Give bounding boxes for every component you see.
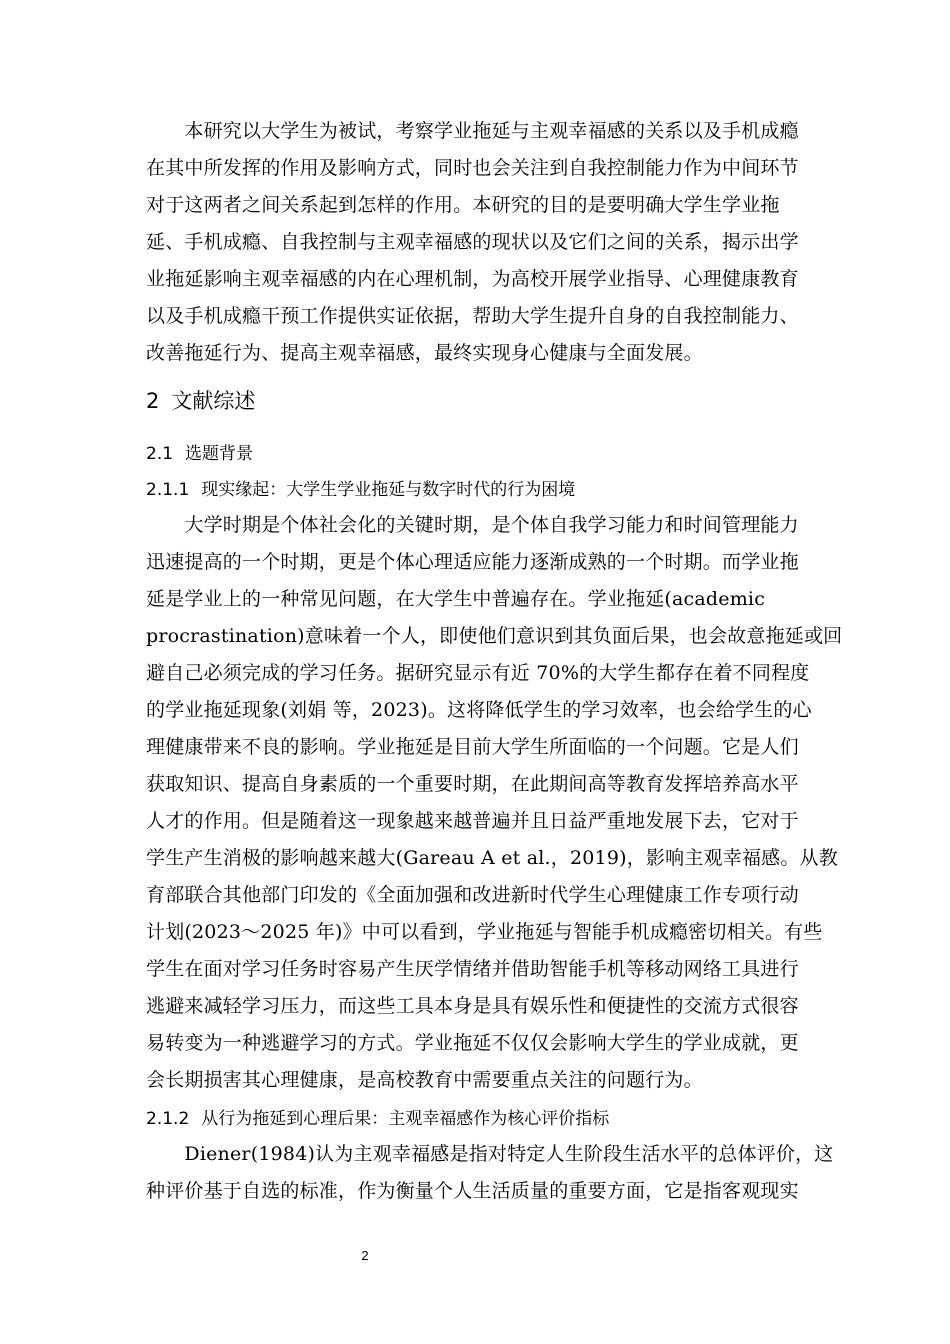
text-line: Diener(1984)认为主观幸福感是指对特定人生阶段生活水平的总体评价，这 (146, 1143, 834, 1165)
text-line: 学生在面对学习任务时容易产生厌学情绪并借助智能手机等移动网络工具进行 (146, 958, 799, 980)
intro-paragraph (146, 113, 806, 372)
paragraph-2-1-1 (146, 507, 843, 1099)
section-title: 文献综述 (171, 389, 256, 413)
text-line: procrastination)意味着一个人，即使他们意识到其负面后果，也会故意拖延或回 (146, 625, 843, 647)
section-number: 2 (146, 389, 160, 413)
text-line: 在其中所发挥的作用及影响方式，同时也会关注到自我控制能力作为中间环节 (146, 157, 799, 179)
section-title: 现实缘起：大学生学业拖延与数字时代的行为困境 (201, 480, 576, 500)
text-line: 理健康带来不良的影响。学业拖延是目前大学生所面临的一个问题。它是人们 (146, 736, 799, 758)
section-number: 2.1.2 (146, 1109, 190, 1129)
text-line: 易转变为一种逃避学习的方式。学业拖延不仅仅会影响大学生的学业成就，更 (146, 1032, 799, 1054)
text-line: 延、手机成瘾、自我控制与主观幸福感的现状以及它们之间的关系，揭示出学 (146, 231, 799, 253)
text-line: 获取知识、提高自身素质的一个重要时期，在此期间高等教育发挥培养高水平 (146, 773, 799, 795)
text-line: 大学时期是个体社会化的关键时期，是个体自我学习能力和时间管理能力 (146, 514, 799, 536)
text-line: 会长期损害其心理健康，是高校教育中需要重点关注的问题行为。 (146, 1069, 703, 1091)
text-line: 以及手机成瘾干预工作提供实证依据，帮助大学生提升自身的自我控制能力、 (146, 305, 799, 327)
text-line: 计划(2023～2025 年)》中可以看到，学业拖延与智能手机成瘾密切相关。有些 (146, 921, 823, 943)
section-title: 选题背景 (185, 444, 254, 464)
section-heading-2-1-1 (146, 477, 575, 503)
text-line: 迅速提高的一个时期，更是个体心理适应能力逐渐成熟的一个时期。而学业拖 (146, 551, 799, 573)
section-number: 2.1 (146, 444, 174, 464)
text-line: 逃避来减轻学习压力，而这些工具本身是具有娱乐性和便捷性的交流方式很容 (146, 995, 799, 1017)
text-line: 种评价基于自选的标准，作为衡量个人生活质量的重要方面，它是指客观现实 (146, 1180, 799, 1202)
section-heading-2 (146, 386, 255, 416)
text-line: 业拖延影响主观幸福感的内在心理机制，为高校开展学业指导、心理健康教育 (146, 268, 799, 290)
text-line: 延是学业上的一种常见问题，在大学生中普遍存在。学业拖延(academic (146, 588, 766, 610)
text-line: 人才的作用。但是随着这一现象越来越普遍并且日益严重地发展下去，它对于 (146, 810, 799, 832)
text-line: 育部联合其他部门印发的《全面加强和改进新时代学生心理健康工作专项行动 (146, 884, 799, 906)
text-line: 对于这两者之间关系起到怎样的作用。本研究的目的是要明确大学生学业拖 (146, 194, 780, 216)
text-line: 改善拖延行为、提高主观幸福感，最终实现身心健康与全面发展。 (146, 342, 703, 364)
text-line: 学生产生消极的影响越来越大(Gareau A et al.，2019)，影响主观幸福感。从教 (146, 847, 838, 869)
section-heading-2-1 (146, 441, 253, 467)
paragraph-2-1-2 (146, 1136, 834, 1210)
text-line: 的学业拖延现象(刘娟 等，2023)。这将降低学生的学习效率，也会给学生的心 (146, 699, 812, 721)
text-line: 本研究以大学生为被试，考察学业拖延与主观幸福感的关系以及手机成瘾 (146, 120, 799, 142)
section-number: 2.1.1 (146, 480, 190, 500)
text-line: 避自己必须完成的学习任务。据研究显示有近 70%的大学生都存在着不同程度 (146, 662, 810, 684)
section-heading-2-1-2 (146, 1106, 609, 1132)
section-title: 从行为拖延到心理后果：主观幸福感作为核心评价指标 (201, 1109, 610, 1129)
page-number: 2 (361, 1248, 369, 1263)
